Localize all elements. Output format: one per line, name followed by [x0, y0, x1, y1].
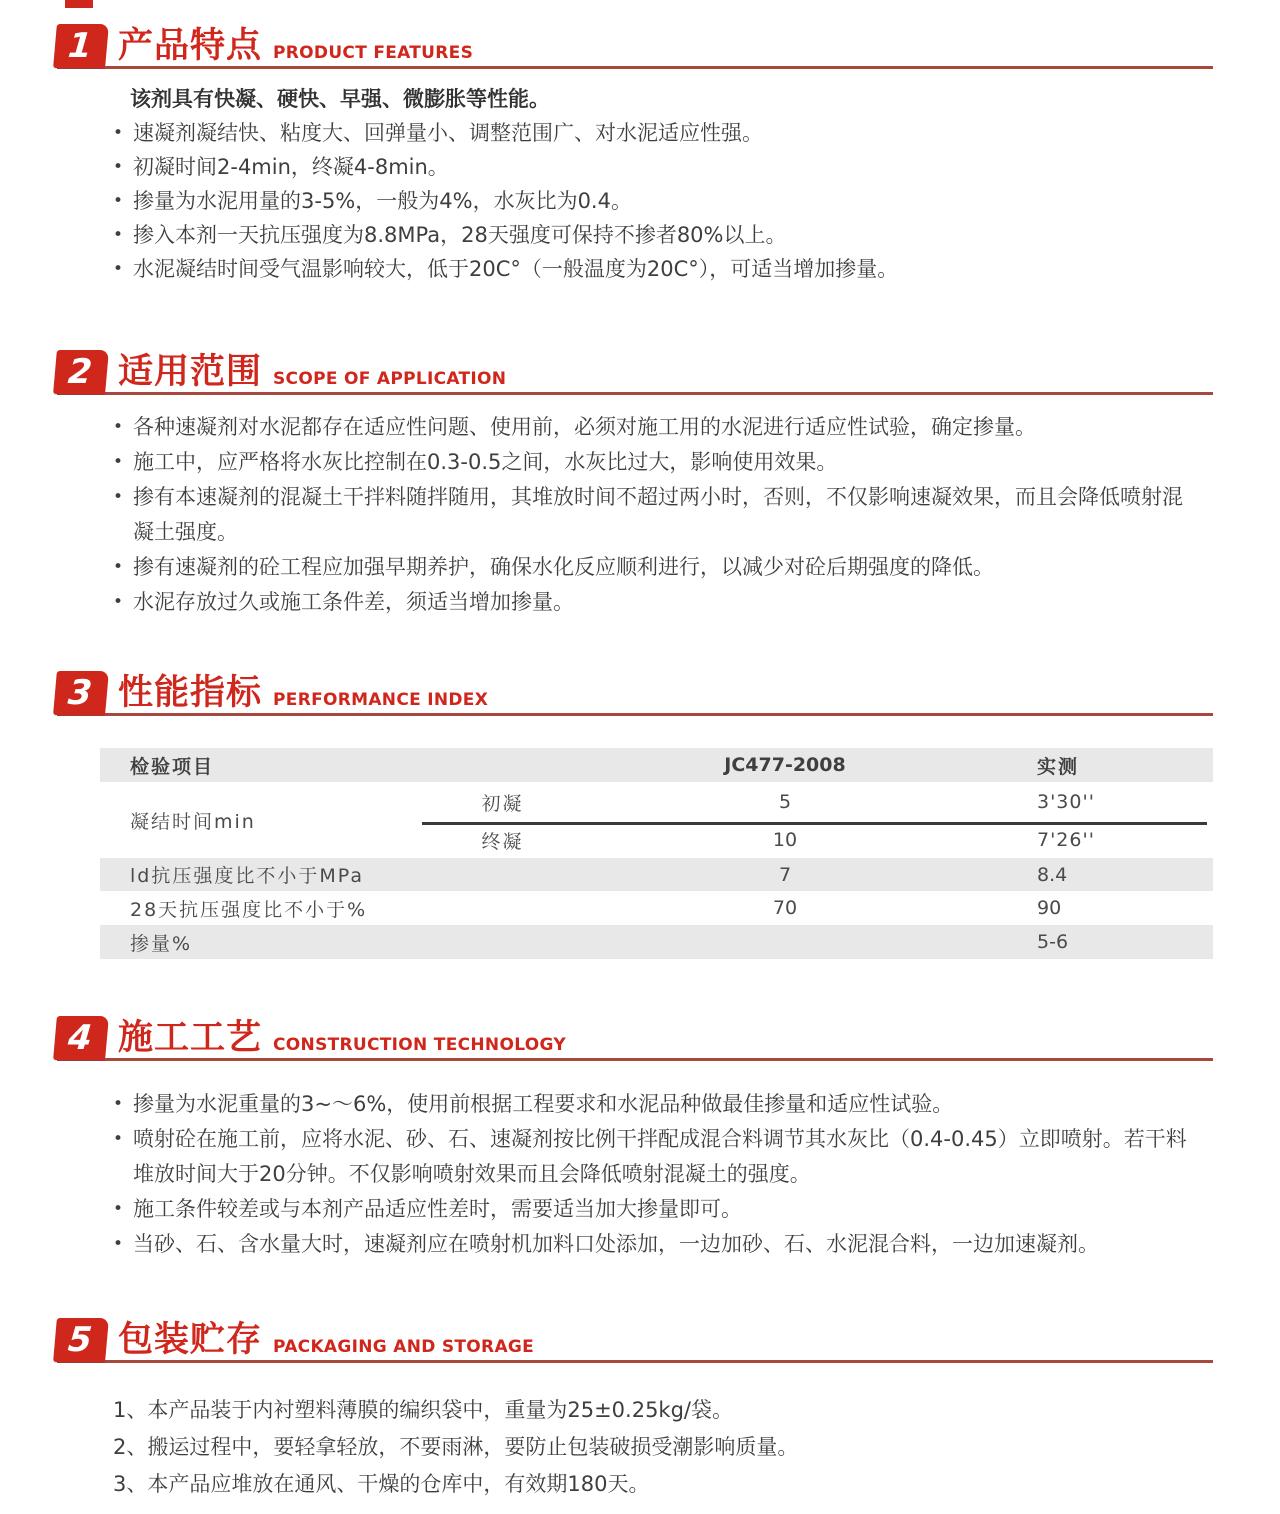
section-3-subtitle: PERFORMANCE INDEX: [273, 690, 489, 710]
table-subrow-divider: [422, 822, 1207, 825]
list-item: [113, 480, 1193, 550]
list-item: [113, 1192, 1193, 1227]
table-row: [100, 925, 1213, 959]
section-4-titles: [118, 1014, 566, 1060]
bullet-icon: •: [113, 191, 124, 211]
section-4-header: [55, 1016, 1213, 1062]
section-5-number-badge: [53, 1318, 109, 1362]
table-cell-standard: 5: [778, 791, 792, 813]
bullet-icon: •: [113, 452, 124, 472]
section-5-header: [55, 1318, 1213, 1364]
section-5-title: 包装贮存: [118, 1320, 263, 1360]
section-2-number-badge: [53, 350, 109, 394]
list-item: 1、本产品装于内衬塑料薄膜的编织袋中，重量为25±0.25kg/袋。: [113, 1398, 734, 1422]
bullet-icon: •: [113, 557, 124, 577]
list-item-text: 水泥存放过久或施工条件差，须适当增加掺量。: [133, 590, 574, 614]
table-cell-merged-label: 凝结时间min: [130, 810, 256, 833]
table-cell-standard: 7: [778, 863, 792, 886]
table-cell-sub-name: 初凝: [481, 792, 524, 815]
section-4-number-badge: [53, 1016, 109, 1060]
table-row: [100, 891, 1213, 925]
table-cell-standard: 10: [772, 829, 798, 851]
bullet-icon: •: [113, 1234, 124, 1254]
list-item-text: 施工条件较差或与本剂产品适应性差时，需要适当加大掺量即可。: [133, 1197, 742, 1221]
column-header-measured: 实测: [1037, 755, 1080, 778]
section-2-bullet-list: [113, 410, 1193, 620]
section-5-titles: [118, 1316, 534, 1362]
list-item: [113, 445, 1193, 480]
section-3-number-badge: [53, 671, 109, 715]
list-item: [113, 550, 1193, 585]
bullet-icon: •: [113, 1199, 124, 1219]
section-1-intro: 该剂具有快凝、硬快、早强、微膨胀等性能。: [130, 87, 550, 111]
list-item-text: 掺有本速凝剂的混凝土干拌料随拌随用，其堆放时间不超过两小时，否则，不仅影响速凝效果，而且会降低喷射混凝土强度。: [133, 485, 1183, 544]
list-item-text: 喷射砼在施工前，应将水泥、砂、石、速凝剂按比例干拌配成混合料调节其水灰比（0.4-0.45）立即喷射。若干料堆放时间大于20分钟。不仅影响喷射效果而且会降低喷射混凝土的强度。: [133, 1127, 1187, 1186]
list-item: 2、搬运过程中，要轻拿轻放，不要雨淋，要防止包装破损受潮影响质量。: [113, 1435, 799, 1459]
list-item-text: 当砂、石、含水量大时，速凝剂应在喷射机加料口处添加，一边加砂、石、水泥混合料，一边加速凝剂。: [133, 1232, 1099, 1256]
bullet-icon: •: [113, 225, 124, 245]
list-item: [113, 184, 1193, 218]
section-1-number: 1: [66, 26, 94, 66]
section-1-titles: [118, 22, 473, 68]
page-top-red-mark: [65, 0, 93, 8]
section-2-title: 适用范围: [118, 352, 263, 392]
column-header-standard: JC477-2008: [724, 754, 846, 776]
table-header-row: [100, 748, 1213, 782]
bullet-icon: •: [113, 123, 124, 143]
section-4-subtitle: CONSTRUCTION TECHNOLOGY: [273, 1035, 566, 1055]
section-5-item-list: [113, 1392, 798, 1503]
table-cell-sub-name: 终凝: [481, 830, 524, 853]
performance-table: [100, 748, 1213, 959]
section-3-titles: [118, 669, 488, 715]
table-cell-measured: 7'26'': [1037, 829, 1095, 851]
section-1-subtitle: PRODUCT FEATURES: [273, 43, 474, 63]
list-item: [113, 150, 1193, 184]
section-1-header: [55, 24, 1213, 70]
section-5-number: 5: [66, 1320, 94, 1360]
bullet-icon: •: [113, 259, 124, 279]
list-item: 3、本产品应堆放在通风、干燥的仓库中，有效期180天。: [113, 1472, 650, 1496]
section-3-number: 3: [66, 673, 94, 713]
list-item: [113, 252, 1193, 286]
table-cell-measured: 8.4: [1037, 863, 1068, 886]
list-item: [113, 410, 1193, 445]
section-4-title: 施工工艺: [118, 1018, 263, 1058]
list-item: [113, 585, 1193, 620]
table-cell-standard: 70: [772, 897, 798, 919]
bullet-icon: •: [113, 487, 124, 507]
table-cell-label: ld抗压强度比不小于MPa: [130, 865, 364, 887]
list-item-text: 掺量为水泥用量的3-5%，一般为4%，水灰比为0.4。: [133, 189, 632, 213]
table-cell-label: 掺量%: [130, 932, 193, 955]
table-row-setting-time: [100, 782, 1213, 858]
list-item-text: 速凝剂凝结快、粘度大、回弹量小、调整范围广、对水泥适应性强。: [133, 121, 763, 145]
list-item-text: 施工中，应严格将水灰比控制在0.3-0.5之间，水灰比过大，影响使用效果。: [133, 450, 838, 474]
bullet-icon: •: [113, 592, 124, 612]
section-3-header: [55, 671, 1213, 717]
list-item-text: 掺有速凝剂的砼工程应加强早期养护，确保水化反应顺利进行，以减少对砼后期强度的降低。: [133, 555, 994, 579]
bullet-icon: •: [113, 417, 124, 437]
table-cell-label: 28天抗压强度比不小于%: [130, 898, 368, 921]
section-1-number-badge: [53, 24, 109, 68]
table-cell-measured: 90: [1037, 897, 1062, 919]
section-2-header: [55, 350, 1213, 396]
list-item-text: 各种速凝剂对水泥都存在适应性问题、使用前，必须对施工用的水泥进行适应性试验，确定掺量。: [133, 415, 1036, 439]
list-item: [113, 1227, 1193, 1262]
bullet-icon: •: [113, 1094, 124, 1114]
list-item: [113, 1087, 1193, 1122]
list-item-text: 水泥凝结时间受气温影响较大，低于20C°（一般温度为20C°），可适当增加掺量。: [133, 257, 899, 281]
table-row: [100, 858, 1213, 891]
section-2-subtitle: SCOPE OF APPLICATION: [273, 369, 507, 389]
section-4-bullet-list: [113, 1087, 1193, 1262]
section-1-bullet-list: [113, 116, 1193, 286]
table-cell-measured: 5-6: [1037, 931, 1069, 953]
section-2-titles: [118, 348, 506, 394]
section-2-number: 2: [66, 352, 94, 392]
section-1-title: 产品特点: [118, 26, 263, 66]
section-4-number: 4: [66, 1018, 94, 1058]
table-row: [445, 782, 1213, 822]
bullet-icon: •: [113, 1129, 124, 1149]
list-item: [113, 1122, 1193, 1192]
section-3-title: 性能指标: [118, 673, 263, 713]
column-header-item: 检验项目: [130, 755, 215, 778]
list-item-text: 掺量为水泥重量的3~～6%，使用前根据工程要求和水泥品种做最佳掺量和适应性试验。: [133, 1092, 954, 1116]
bullet-icon: •: [113, 157, 124, 177]
setting-time-subrows: [445, 782, 1213, 858]
section-5-subtitle: PACKAGING AND STORAGE: [273, 1337, 535, 1357]
list-item: [113, 116, 1193, 150]
list-item-text: 初凝时间2-4min，终凝4-8min。: [133, 155, 449, 179]
list-item: [113, 218, 1193, 252]
table-cell-measured: 3'30'': [1037, 791, 1095, 813]
table-row: [445, 822, 1213, 858]
list-item-text: 掺入本剂一天抗压强度为8.8MPa，28天强度可保持不掺者80%以上。: [133, 223, 787, 247]
